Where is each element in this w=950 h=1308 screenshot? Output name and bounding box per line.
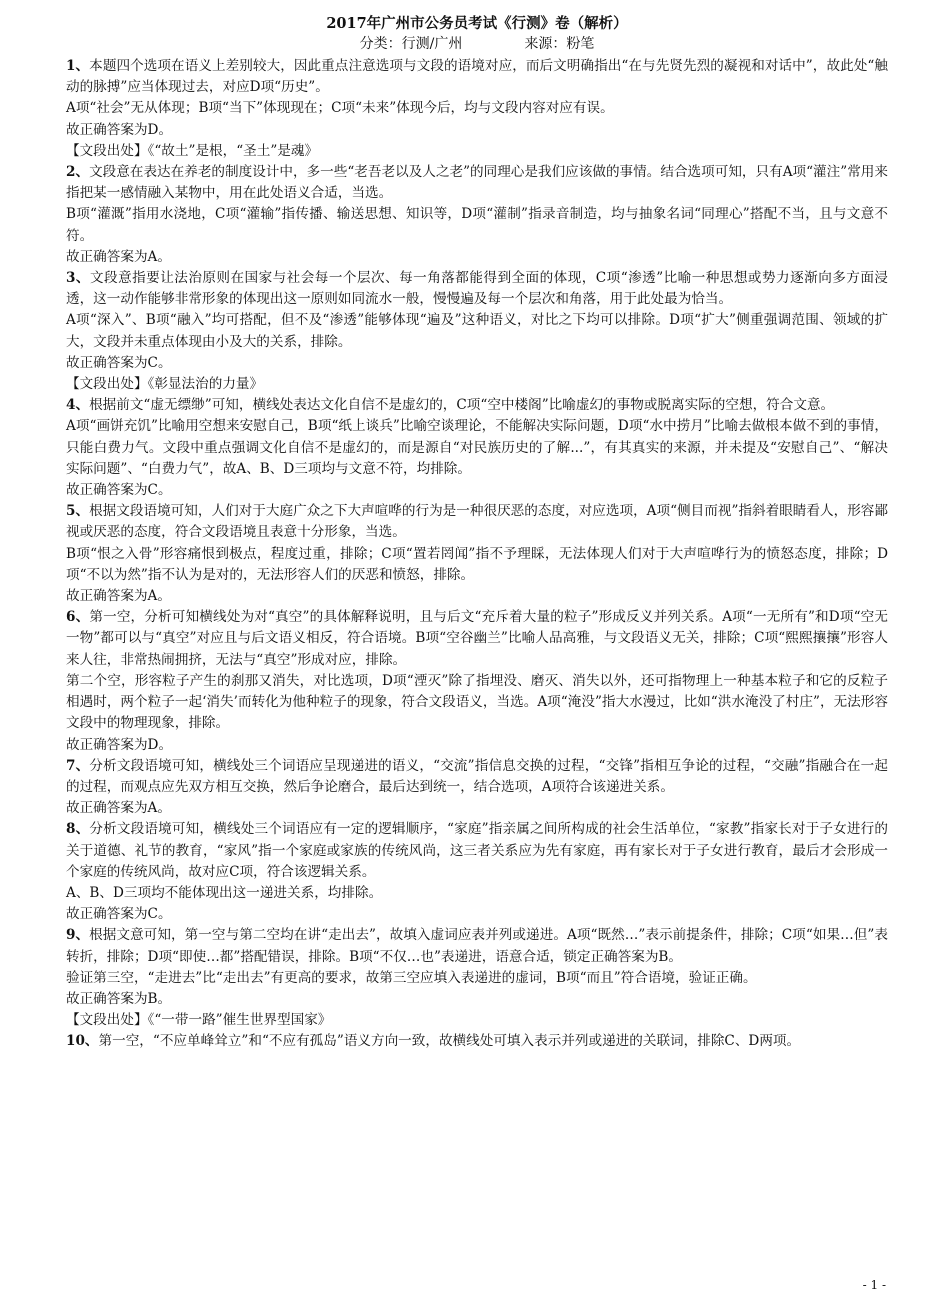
correct-answer: 故正确答案为A。 — [66, 248, 171, 265]
paragraph-text: 根据文段语境可知，人们对于大庭广众之下大声喧哗的行为是一种很厌恶的态度，对应选项，A项“侧目而视”指斜着眼睛看人，形容鄙视或厌恶的态度，符合文段语境且表意十分形象，当选。 — [66, 503, 888, 541]
question-block — [66, 756, 888, 820]
question-number: 3、 — [66, 270, 90, 287]
passage-source: 【文段出处】《彰显法治的力量》 — [66, 376, 264, 393]
question-block — [66, 607, 888, 755]
question-explanation — [66, 56, 888, 98]
question-number: 8、 — [66, 821, 90, 838]
paragraph-text: A项“深入”、B项“融入”均可搭配，但不及“渗透”能够体现“遍及”这种语义，对比之下均可以排除。D项“扩大”侧重强调范围、领域的扩大，文段并未重点体现由小及大的关系，排除。 — [66, 312, 888, 350]
question-explanation — [66, 1031, 888, 1052]
question-explanation — [66, 268, 888, 310]
paragraph-text: 文段意在表达在养老的制度设计中，多一些“老吾老以及人之老”的同理心是我们应该做的事情。结合选项可知，只有A项“灌注”常用来指把某一感情融入某物中，用在此处语义合适，当选。 — [66, 164, 888, 202]
option-analysis — [66, 416, 888, 480]
correct-answer: 故正确答案为A。 — [66, 588, 171, 605]
paragraph-text: B项“灌溉”指用水浇地，C项“灌输”指传播、输送思想、知识等，D项“灌制”指录音制造，均与抽象名词“同理心”搭配不当，且与文意不符。 — [66, 206, 888, 244]
question-block — [66, 395, 888, 501]
passage-source: 【文段出处】《“一带一路”催生世界型国家》 — [66, 1012, 332, 1029]
question-explanation — [66, 756, 888, 798]
option-analysis — [66, 204, 888, 246]
document-title: 2017年广州市公务员考试《行测》卷（解析） — [326, 15, 628, 32]
correct-answer: 故正确答案为D。 — [66, 736, 173, 753]
option-analysis — [66, 968, 888, 989]
question-number: 7、 — [66, 757, 90, 774]
paragraph-text: 验证第三空，“走进去”比“走出去”有更高的要求，故第三空应填入表递进的虚词，B项“而且”符合语境，验证正确。 — [66, 969, 757, 986]
paragraph-text: A项“画饼充饥”比喻用空想来安慰自己，B项“纸上谈兵”比喻空谈理论，不能解决实际问题，D项“水中捞月”比喻去做根本做不到的事情，只能白费力气。文段中重点强调文化自信不是虚幻的，而是源自“对民族历史的了解...”，有其真实的来源，并未提及“安慰自己”、“解决实际问题”、“白费力气”，故A、B、D三项均与文意不符，均排除。 — [66, 418, 888, 477]
question-explanation — [66, 925, 888, 967]
question-number: 4、 — [66, 397, 90, 414]
correct-answer: 故正确答案为C。 — [66, 906, 172, 923]
question-explanation — [66, 395, 888, 416]
question-number: 5、 — [66, 503, 90, 520]
correct-answer: 故正确答案为D。 — [66, 121, 173, 138]
question-block — [66, 268, 888, 395]
correct-answer: 故正确答案为C。 — [66, 482, 172, 499]
question-number: 9、 — [66, 927, 90, 944]
question-number: 10、 — [66, 1033, 99, 1050]
correct-answer: 故正确答案为C。 — [66, 354, 172, 371]
question-explanation — [66, 162, 888, 204]
category-label: 分类：行测/广州 — [359, 36, 463, 52]
question-block — [66, 56, 888, 162]
question-block — [66, 925, 888, 1031]
document-meta — [66, 34, 888, 55]
question-explanation — [66, 819, 888, 883]
question-block — [66, 819, 888, 925]
paragraph-text: 本题四个选项在语义上差别较大，因此重点注意选项与文段的语境对应，而后文明确指出“在与先贤先烈的凝视和对话中”，故此处“触动的脉搏”应当体现过去，对应D项“历史”。 — [66, 58, 888, 96]
option-analysis — [66, 671, 888, 735]
source-label: 来源：粉笔 — [524, 36, 595, 52]
question-list — [66, 56, 888, 1053]
paragraph-text: B项“恨之入骨”形容痛恨到极点，程度过重，排除；C项“置若罔闻”指不予理睬，无法体现人们对于大声喧哗行为的愤怒态度，排除；D项“不以为然”指不认为是对的，无法形容人们的厌恶和愤怒，排除。 — [66, 545, 888, 583]
question-explanation — [66, 607, 888, 671]
question-block — [66, 162, 888, 268]
paragraph-text: 根据前文“虚无缥缈”可知，横线处表达文化自信不是虚幻的，C项“空中楼阁”比喻虚幻的事物或脱离实际的空想，符合文意。 — [89, 397, 835, 414]
option-analysis — [66, 98, 888, 119]
paragraph-text: 分析文段语境可知，横线处三个词语应呈现递进的语义，“交流”指信息交换的过程，“交锋”指相互争论的过程，“交融”指融合在一起的过程，而观点应先双方相互交换，然后争论磨合，最后达到统一，结合选项，A项符合该递进关系。 — [66, 757, 888, 795]
question-number: 6、 — [66, 609, 90, 626]
paragraph-text: 第一空，分析可知横线处为对“真空”的具体解释说明，且与后文“充斥着大量的粒子”形成反义并列关系。A项“一无所有”和D项“空无一物”都可以与“真空”对应且与后文语义相反，符合语境。B项“空谷幽兰”比喻人品高雅，与文段语义无关，排除；C项“熙熙攘攘”形容人来人往，非常热闹拥挤，无法与“真空”形成对应，排除。 — [66, 609, 888, 668]
paragraph-text: A项“社会”无从体现；B项“当下”体现现在；C项“未来”体现今后，均与文段内容对应有误。 — [66, 100, 614, 117]
paragraph-text: A、B、D三项均不能体现出这一递进关系，均排除。 — [66, 884, 383, 901]
passage-source: 【文段出处】《“故土”是根，“圣土”是魂》 — [66, 142, 319, 159]
correct-answer: 故正确答案为A。 — [66, 800, 171, 817]
question-explanation — [66, 501, 888, 543]
paragraph-text: 第二个空，形容粒子产生的刹那又消失，对比选项，D项“湮灭”除了指埋没、磨灭、消失以外，还可指物理上一种基本粒子和它的反粒子相遇时，两个粒子一起‘消失’而转化为他种粒子的现象，符合文段语义，当选。A项“淹没”指大水漫过，比如“洪水淹没了村庄”，无法形容文段中的物理现象，排除。 — [66, 672, 888, 732]
question-number: 2、 — [66, 164, 90, 181]
paragraph-text: 第一空，“不应单峰耸立”和“不应有孤岛”语义方向一致，故横线处可填入表示并列或递进的关联词，排除C、D两项。 — [98, 1033, 801, 1050]
paragraph-text: 根据文意可知，第一空与第二空均在讲“走出去”，故填入虚词应表并列或递进。A项“既然…”表示前提条件，排除；C项“如果…但”表转折，排除；D项“即使…都”搭配错误，排除。B项“不仅…也”表递进，语意合适，锁定正确答案为B。 — [66, 927, 888, 965]
option-analysis — [66, 544, 888, 586]
paragraph-text: 分析文段语境可知，横线处三个词语应有一定的逻辑顺序，“家庭”指亲属之间所构成的社会生活单位，“家教”指家长对于子女进行的关于道德、礼节的教育，“家风”指一个家庭或家族的传统风尚，这三者关系应为先有家庭，再有家长对于子女进行教育，最后才会形成一个家庭的传统风尚，故对应C项，符合该逻辑关系。 — [66, 821, 889, 880]
correct-answer: 故正确答案为B。 — [66, 990, 172, 1007]
page-number: - 1 - — [862, 1278, 886, 1292]
question-block — [66, 501, 888, 607]
paragraph-text: 文段意指要让法治原则在国家与社会每一个层次、每一角落都能得到全面的体现，C项“渗透”比喻一种思想或势力逐渐向多方面浸透，这一动作能够非常形象的体现出这一原则如同流水一般，慢慢遍及每一个层次和角落，用于此处最为恰当。 — [66, 270, 888, 308]
option-analysis — [66, 310, 888, 352]
option-analysis — [66, 883, 888, 904]
question-number: 1、 — [66, 58, 90, 74]
question-block — [66, 1031, 888, 1052]
